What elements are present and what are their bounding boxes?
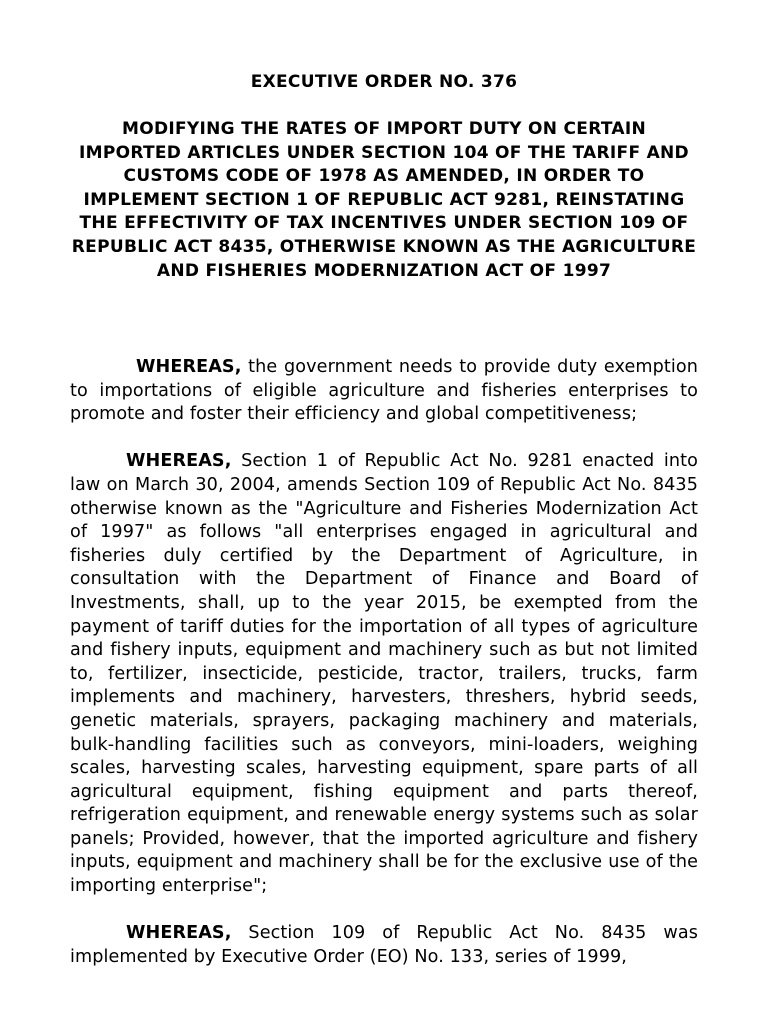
whereas-lead-3: WHEREAS,	[126, 923, 232, 944]
whereas-lead-2: WHEREAS,	[126, 451, 232, 472]
order-number-heading: EXECUTIVE ORDER NO. 376	[250, 72, 518, 92]
whereas-paragraph-2	[70, 450, 698, 898]
whereas-lead-1: WHEREAS,	[136, 357, 242, 377]
whereas-paragraph-3	[70, 922, 698, 969]
whereas-text-1: the government needs to provide duty exemption to importations of eligible agriculture and fisheries enterprises to promote and foster their efficiency and global competitiveness;	[70, 357, 698, 425]
whereas-text-3: Section 109 of Republic Act No. 8435 was implemented by Executive Order (EO) No. 133, series of 1999,	[70, 923, 698, 967]
document-body	[70, 356, 698, 993]
order-title: MODIFYING THE RATES OF IMPORT DUTY ON CERTAIN IMPORTED ARTICLES UNDER SECTION 104 OF THE TARIFF AND CUSTOMS CODE OF 1978 AS AMENDED, IN ORDER TO IMPLEMENT SECTION 1 OF REPUBLIC ACT 9281, REINSTATING THE EFFECTIVITY OF TAX INCENTIVES UNDER SECTION 109 OF REPUBLIC ACT 8435, OTHERWISE KNOWN AS THE AGRICULTURE AND FISHERIES MODERNIZATION ACT OF 1997	[71, 119, 697, 281]
whereas-paragraph-1	[70, 356, 698, 427]
whereas-text-2: Section 1 of Republic Act No. 9281 enacted into law on March 30, 2004, amends Section 109 of Republic Act No. 8435 otherwise known as the "Agriculture and Fisheries Modernization Act of 1997" as follows "all enterprises engaged in agricultural and fisheries duly certified by the Department of Agriculture, in consultation with the Department of Finance and Board of Investments, shall, up to the year 2015, be exempted from the payment of tariff duties for the importation of all types of agriculture and fishery inputs, equipment and machinery such as but not limited to, fertilizer, insecticide, pesticide, tractor, trailers, trucks, farm implements and machinery, harvesters, threshers, hybrid seeds, genetic materials, sprayers, packaging machinery and materials, bulk-handling facilities such as conveyors, mini-loaders, weighing scales, harvesting scales, harvesting equipment, spare parts of all agricultural equipment, fishing equipment and parts thereof, refrigeration equipment, and renewable energy systems such as solar panels; Provided, however, that the imported agriculture and fishery inputs, equipment and machinery shall be for the exclusive use of the importing enterprise";	[70, 451, 698, 897]
